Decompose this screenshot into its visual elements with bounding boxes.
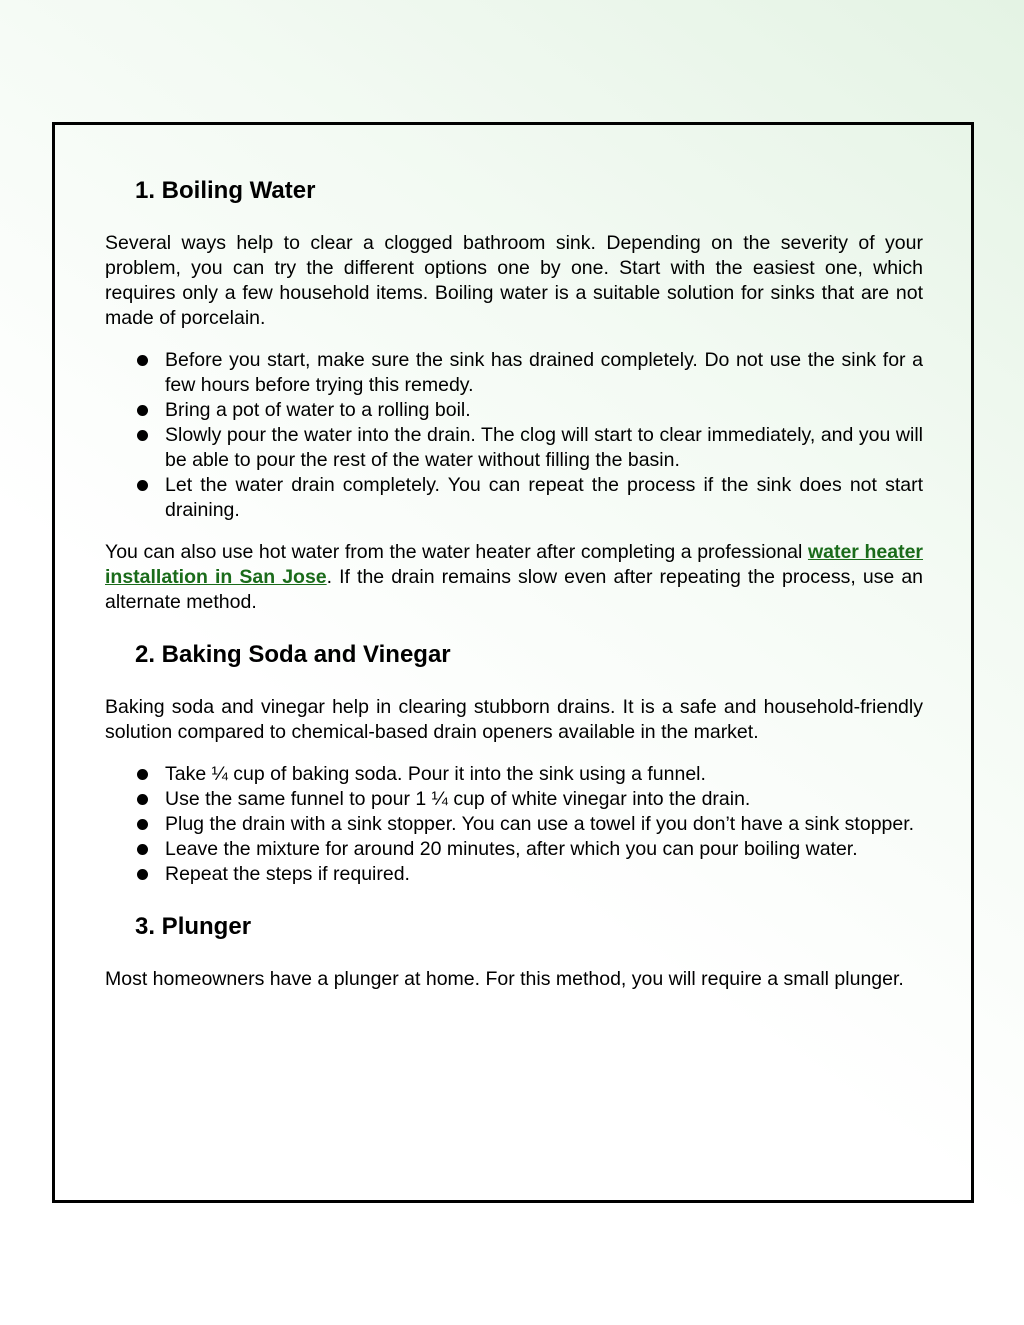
section-intro-paragraph: Baking soda and vinegar help in clearing stubborn drains. It is a safe and household-friendly solution compared to chemical-based drain openers available in the market. bbox=[105, 696, 923, 743]
list-item: Let the water drain completely. You can repeat the process if the sink does not start draining. bbox=[165, 473, 923, 523]
bullet-icon bbox=[137, 844, 148, 855]
section-outro-paragraph: You can also use hot water from the water heater after completing a professional water heater installation in San Jose. If the drain remains slow even after repeating the process, use an alternate method. bbox=[105, 541, 924, 613]
bullet-icon bbox=[137, 405, 148, 416]
section-heading-plunger: 3. Plunger bbox=[135, 913, 252, 940]
bullet-icon bbox=[137, 355, 148, 366]
baking-soda-steps-list bbox=[105, 762, 923, 887]
section-heading-baking-soda-vinegar: 2. Baking Soda and Vinegar bbox=[135, 641, 451, 668]
list-item: Bring a pot of water to a rolling boil. bbox=[165, 398, 923, 423]
list-item: Repeat the steps if required. bbox=[165, 862, 923, 887]
content-frame bbox=[52, 122, 974, 1203]
bullet-icon bbox=[137, 430, 148, 441]
bullet-icon bbox=[137, 794, 148, 805]
bullet-icon bbox=[137, 769, 148, 780]
water-heater-installation-link[interactable]: water heater installation in San Jose bbox=[105, 541, 924, 588]
list-item: Slowly pour the water into the drain. The clog will start to clear immediately, and you will be able to pour the rest of the water without filling the basin. bbox=[165, 423, 923, 473]
list-item: Take ¼ cup of baking soda. Pour it into the sink using a funnel. bbox=[165, 762, 923, 787]
section-intro-paragraph: Several ways help to clear a clogged bathroom sink. Depending on the severity of your problem, you can try the different options one by one. Start with the easiest one, which requires only a few household items. Boiling water is a suitable solution for sinks that are not made of porcelain. bbox=[105, 232, 923, 329]
list-item: Plug the drain with a sink stopper. You can use a towel if you don’t have a sink stopper. bbox=[165, 812, 923, 837]
list-item: Leave the mixture for around 20 minutes, after which you can pour boiling water. bbox=[165, 837, 923, 862]
section-heading-boiling-water: 1. Boiling Water bbox=[135, 177, 316, 204]
bullet-icon bbox=[137, 819, 148, 830]
boiling-water-steps-list bbox=[105, 348, 923, 523]
bullet-icon bbox=[137, 480, 148, 491]
section-intro-paragraph: Most homeowners have a plunger at home. For this method, you will require a small plunger. bbox=[105, 968, 904, 990]
list-item: Use the same funnel to pour 1 ¼ cup of white vinegar into the drain. bbox=[165, 787, 923, 812]
list-item: Before you start, make sure the sink has drained completely. Do not use the sink for a few hours before trying this remedy. bbox=[165, 348, 923, 398]
document-body bbox=[105, 173, 923, 992]
bullet-icon bbox=[137, 869, 148, 880]
